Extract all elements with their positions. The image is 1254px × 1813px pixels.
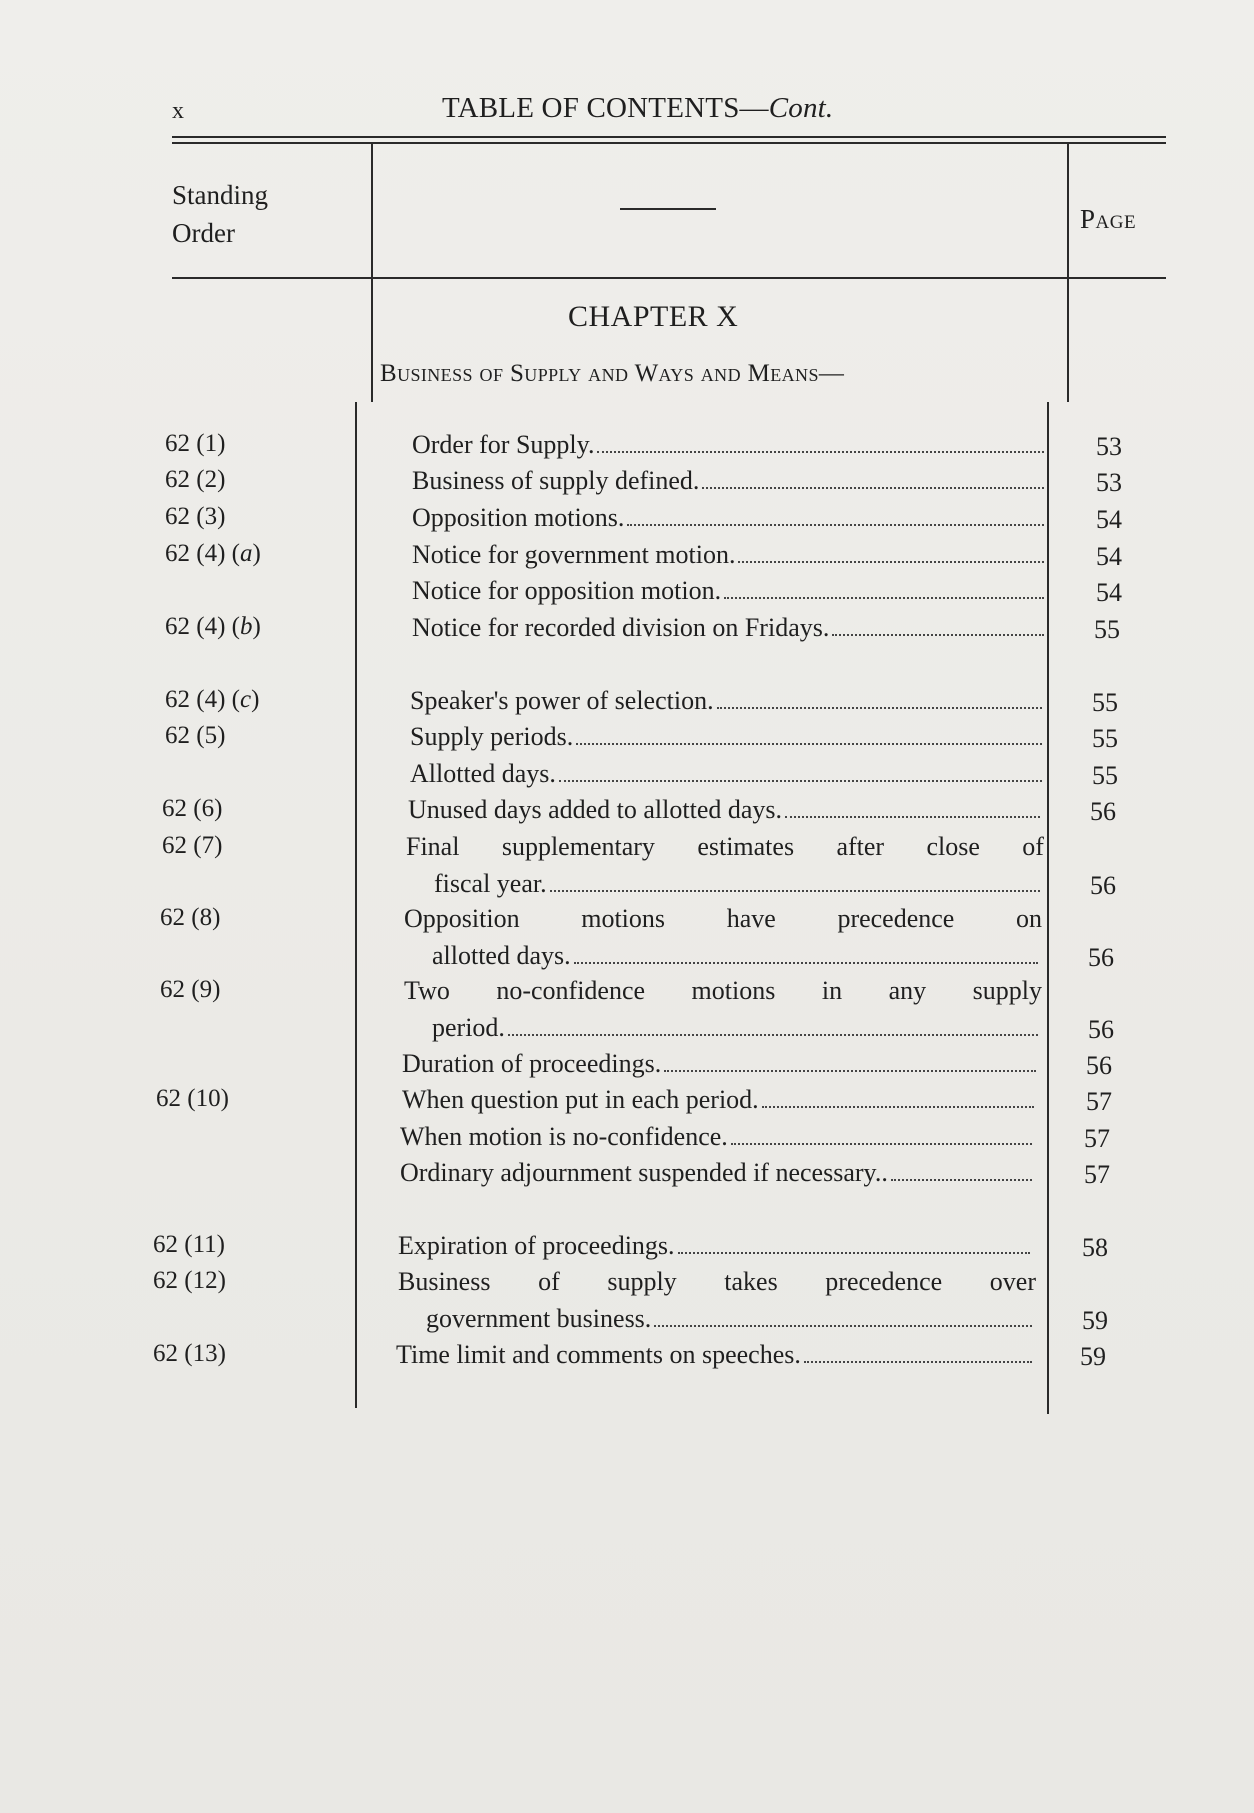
title-main: TABLE OF CONTENTS— bbox=[442, 92, 769, 124]
page-reference: 55 bbox=[1092, 724, 1118, 753]
entry-word: in bbox=[821, 976, 843, 1005]
toc-entry-line bbox=[404, 972, 1042, 1009]
toc-entry-line bbox=[406, 865, 1044, 902]
toc-entry-line bbox=[400, 1154, 1036, 1191]
toc-entry-line bbox=[404, 937, 1042, 974]
entry-title: Order for Supply. bbox=[412, 430, 595, 459]
toc-entry bbox=[412, 609, 1048, 646]
entry-title: Business of supply defined. bbox=[412, 466, 700, 495]
standing-order-letter: a bbox=[239, 540, 253, 567]
entry-word: takes bbox=[724, 1267, 778, 1296]
entry-word: motions bbox=[581, 904, 666, 933]
dot-leader bbox=[717, 707, 1042, 709]
toc-entry bbox=[398, 1227, 1034, 1264]
toc-entry-line bbox=[410, 682, 1046, 719]
toc-entry-line bbox=[398, 1227, 1034, 1264]
toc-entry-line bbox=[396, 1336, 1036, 1373]
entry-word: Business bbox=[398, 1267, 491, 1296]
page-reference: 59 bbox=[1082, 1306, 1108, 1335]
standing-order-number: 62 (2) bbox=[165, 466, 226, 493]
entry-word: supply bbox=[607, 1267, 677, 1296]
toc-entry bbox=[396, 1336, 1036, 1373]
standing-order-header bbox=[172, 176, 268, 252]
standing-order-main: 62 (4) ( bbox=[165, 686, 240, 713]
toc-entry bbox=[404, 972, 1042, 1046]
toc-entry-line bbox=[404, 1009, 1042, 1046]
entry-title: When motion is no-confidence. bbox=[400, 1122, 728, 1151]
toc-entry-line bbox=[408, 791, 1044, 828]
left-column-rule bbox=[371, 142, 373, 402]
toc-entry bbox=[410, 682, 1046, 719]
toc-entry-line bbox=[406, 828, 1044, 865]
entry-word: after bbox=[836, 832, 885, 861]
standing-order-number: 62 (13) bbox=[153, 1340, 226, 1367]
dot-leader bbox=[627, 524, 1044, 526]
entry-title: fiscal year. bbox=[434, 869, 547, 898]
header-rule-top bbox=[172, 136, 1166, 138]
standing-order-letter: c bbox=[239, 686, 252, 713]
chapter-subtitle: Business of Supply and Ways and Means— bbox=[380, 360, 845, 387]
entry-word: no-confidence bbox=[496, 976, 646, 1005]
entry-title: government business. bbox=[426, 1304, 652, 1333]
toc-entry bbox=[400, 1118, 1036, 1155]
dot-leader bbox=[574, 962, 1038, 964]
toc-entry-line bbox=[402, 1081, 1038, 1118]
title-cont: Cont. bbox=[768, 92, 834, 124]
right-column-rule bbox=[1067, 142, 1069, 402]
page-reference: 53 bbox=[1096, 432, 1122, 461]
toc-entry bbox=[400, 1154, 1036, 1191]
toc-entry bbox=[402, 1081, 1038, 1118]
standing-order-close: ) bbox=[252, 613, 261, 640]
toc-entry-line bbox=[410, 718, 1046, 755]
toc-entry bbox=[412, 462, 1048, 499]
standing-order-number: 62 (10) bbox=[156, 1085, 229, 1112]
page-reference: 56 bbox=[1088, 1015, 1114, 1044]
page-reference: 57 bbox=[1084, 1124, 1110, 1153]
standing-order-number: 62 (7) bbox=[162, 832, 223, 859]
entry-word: Final bbox=[406, 832, 460, 861]
toc-entry-line bbox=[402, 1045, 1040, 1082]
standing-order-number: 62 (1) bbox=[165, 430, 226, 457]
entry-title: Ordinary adjournment suspended if necessary.. bbox=[400, 1158, 888, 1187]
entry-title: Supply periods. bbox=[410, 722, 574, 751]
standing-order-number bbox=[165, 613, 261, 641]
standing-order-number: 62 (11) bbox=[153, 1231, 225, 1258]
dot-leader bbox=[724, 597, 1044, 599]
page-reference: 54 bbox=[1096, 542, 1122, 571]
toc-entry bbox=[410, 755, 1046, 792]
page-reference: 55 bbox=[1092, 688, 1118, 717]
toc-entry-line bbox=[400, 1118, 1036, 1155]
page-reference: 55 bbox=[1094, 615, 1120, 644]
page-reference: 53 bbox=[1096, 468, 1122, 497]
page-reference: 55 bbox=[1092, 761, 1118, 790]
entry-title: Speaker's power of selection. bbox=[410, 686, 714, 715]
entry-word: close bbox=[926, 832, 980, 861]
toc-entry bbox=[412, 426, 1048, 463]
toc-entry-line bbox=[412, 609, 1048, 646]
toc-entry bbox=[402, 1045, 1040, 1082]
standing-order-number bbox=[165, 686, 259, 714]
standing-order-number: 62 (6) bbox=[162, 795, 223, 822]
toc-entry bbox=[398, 1263, 1036, 1337]
toc-entry bbox=[412, 536, 1048, 573]
dot-leader bbox=[576, 743, 1042, 745]
entry-title: Opposition motions. bbox=[412, 503, 625, 532]
dot-leader bbox=[891, 1179, 1032, 1181]
standing-order-header-line1: Standing bbox=[172, 180, 269, 210]
entry-word: motions bbox=[691, 976, 776, 1005]
toc-entry-line bbox=[412, 572, 1048, 609]
toc-entry-line bbox=[412, 426, 1048, 463]
entry-title: period. bbox=[432, 1013, 505, 1042]
toc-entry bbox=[412, 572, 1048, 609]
entry-word: supply bbox=[972, 976, 1042, 1005]
page-reference: 56 bbox=[1090, 797, 1116, 826]
dot-leader bbox=[832, 634, 1044, 636]
dot-leader bbox=[664, 1070, 1036, 1072]
toc-entry-line bbox=[410, 755, 1046, 792]
dot-leader bbox=[731, 1143, 1032, 1145]
title-column-dash bbox=[620, 208, 716, 210]
standing-order-number: 62 (8) bbox=[160, 904, 221, 931]
entry-word: precedence bbox=[825, 1267, 943, 1296]
toc-entry-line bbox=[398, 1263, 1036, 1300]
dot-leader bbox=[508, 1034, 1038, 1036]
toc-entry-line bbox=[398, 1300, 1036, 1337]
standing-order-number bbox=[165, 540, 261, 568]
dot-leader bbox=[654, 1325, 1032, 1327]
standing-order-main: 62 (4) ( bbox=[165, 540, 240, 567]
dot-leader bbox=[762, 1106, 1034, 1108]
toc-entry bbox=[410, 718, 1046, 755]
toc-entry bbox=[408, 791, 1044, 828]
page-reference: 57 bbox=[1084, 1160, 1110, 1189]
dot-leader bbox=[702, 487, 1044, 489]
toc-entry bbox=[404, 900, 1042, 974]
standing-order-letter: b bbox=[239, 613, 253, 640]
entry-title: Allotted days. bbox=[410, 759, 556, 788]
dot-leader bbox=[785, 816, 1040, 818]
page-column-header: Page bbox=[1080, 204, 1137, 234]
entry-title: Duration of proceedings. bbox=[402, 1049, 662, 1078]
toc-entry-line bbox=[412, 536, 1048, 573]
left-column-rule-lower bbox=[355, 402, 357, 1408]
toc-entry bbox=[406, 828, 1044, 902]
dot-leader bbox=[804, 1361, 1032, 1363]
standing-order-number: 62 (5) bbox=[165, 722, 226, 749]
toc-entry-line bbox=[404, 900, 1042, 937]
entry-word: Two bbox=[404, 976, 450, 1005]
page-reference: 56 bbox=[1090, 871, 1116, 900]
page-reference: 58 bbox=[1082, 1233, 1108, 1262]
entry-title: When question put in each period. bbox=[402, 1085, 759, 1114]
entry-word: of bbox=[1022, 832, 1044, 861]
standing-order-close: ) bbox=[252, 540, 261, 567]
page-reference: 54 bbox=[1096, 505, 1122, 534]
page-reference: 56 bbox=[1086, 1051, 1112, 1080]
standing-order-close: ) bbox=[251, 686, 260, 713]
standing-order-number: 62 (9) bbox=[160, 976, 221, 1003]
dot-leader bbox=[559, 780, 1042, 782]
entry-title: Notice for recorded division on Fridays. bbox=[412, 613, 830, 642]
page-reference: 59 bbox=[1080, 1342, 1106, 1371]
entry-title: Unused days added to allotted days. bbox=[408, 795, 783, 824]
dot-leader bbox=[597, 451, 1044, 453]
page-reference: 54 bbox=[1096, 578, 1122, 607]
page-title bbox=[442, 92, 833, 125]
standing-order-header-line2: Order bbox=[172, 218, 235, 248]
entry-word: precedence bbox=[837, 904, 955, 933]
entry-word: any bbox=[888, 976, 927, 1005]
entry-title: Time limit and comments on speeches. bbox=[396, 1340, 801, 1369]
entry-title: Notice for government motion. bbox=[412, 540, 736, 569]
toc-entry bbox=[412, 499, 1048, 536]
entry-title: Notice for opposition motion. bbox=[412, 576, 722, 605]
header-rule-bottom bbox=[172, 142, 1166, 144]
page-reference: 57 bbox=[1086, 1087, 1112, 1116]
entry-word: supplementary bbox=[501, 832, 655, 861]
entry-word: over bbox=[989, 1267, 1036, 1296]
standing-order-number: 62 (12) bbox=[153, 1267, 226, 1294]
toc-entry-line bbox=[412, 499, 1048, 536]
entry-word: on bbox=[1016, 904, 1042, 933]
dot-leader bbox=[738, 561, 1044, 563]
standing-order-main: 62 (4) ( bbox=[165, 613, 240, 640]
standing-order-number: 62 (3) bbox=[165, 503, 226, 530]
page-reference: 56 bbox=[1088, 943, 1114, 972]
page-number: x bbox=[172, 98, 184, 124]
running-header bbox=[172, 92, 1166, 132]
toc-entry-line bbox=[412, 462, 1048, 499]
entry-word: have bbox=[726, 904, 776, 933]
column-header-rule bbox=[172, 277, 1166, 279]
entry-word: estimates bbox=[697, 832, 795, 861]
dot-leader bbox=[550, 890, 1040, 892]
entry-word: Opposition bbox=[404, 904, 520, 933]
entry-title: allotted days. bbox=[432, 941, 571, 970]
entry-title: Expiration of proceedings. bbox=[398, 1231, 675, 1260]
dot-leader bbox=[678, 1252, 1030, 1254]
entry-word: of bbox=[538, 1267, 560, 1296]
chapter-heading: CHAPTER X bbox=[568, 300, 739, 333]
